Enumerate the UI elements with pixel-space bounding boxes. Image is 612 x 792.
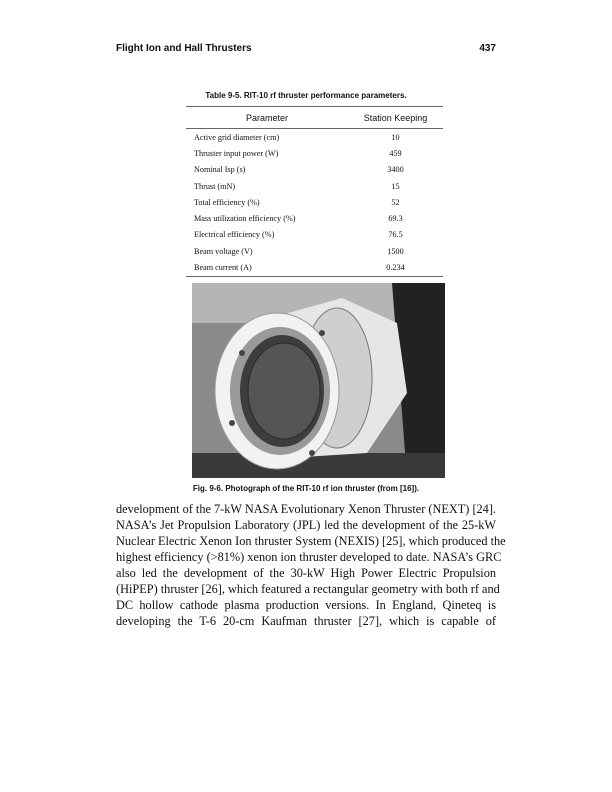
- table-row: [186, 243, 443, 259]
- value-cell: 0.234: [348, 259, 443, 276]
- text-line: development of the 7-kW NASA Evolutionary Xenon Thruster (NEXT) [24].: [116, 502, 496, 516]
- value-cell: 15: [391, 181, 400, 191]
- value-cell: 76.5: [388, 230, 403, 240]
- value-cell: 459: [389, 148, 402, 158]
- value-cell: 10: [391, 132, 400, 142]
- column-header: Station Keeping: [348, 107, 443, 129]
- parameter-cell: Active grid diameter (cm): [194, 132, 280, 142]
- table-row: [186, 129, 443, 146]
- text-line: also led the development of the 30-kW High Power Electric Propulsion: [116, 566, 496, 580]
- parameter-cell: Electrical efficiency (%): [194, 230, 275, 240]
- parameter-cell: Total efficiency (%): [194, 197, 260, 207]
- parameter-cell: Mass utilization efficiency (%): [194, 214, 296, 224]
- running-header: Flight Ion and Hall Thrusters: [116, 43, 252, 54]
- table-row: [186, 210, 443, 226]
- thruster-photo: [192, 283, 445, 478]
- page-number: 437: [479, 43, 496, 54]
- table-row: [186, 178, 443, 194]
- table-row: [186, 194, 443, 210]
- value-cell: 3400: [387, 165, 404, 175]
- parameter-cell: Thruster input power (W): [194, 148, 279, 158]
- table-row: [186, 259, 443, 276]
- parameter-cell: Beam current (A): [186, 259, 348, 276]
- value-cell: 69.3: [388, 214, 403, 224]
- text-line: (HiPEP) thruster [26], which featured a rectangular geometry with both rf and: [116, 582, 500, 596]
- body-paragraph: [116, 501, 506, 629]
- value-cell: 52: [391, 197, 400, 207]
- text-line: developing the T-6 20-cm Kaufman thruster [27], which is capable of: [116, 614, 496, 628]
- text-line: Nuclear Electric Xenon Ion thruster System (NEXIS) [25], which produced the: [116, 534, 506, 548]
- table-row: [186, 227, 443, 243]
- parameter-cell: Beam voltage (V): [194, 246, 253, 256]
- parameter-cell: Nominal Isp (s): [194, 165, 246, 175]
- table-caption: Table 9-5. RIT-10 rf thruster performance parameters.: [205, 91, 407, 100]
- parameter-cell: Thrust (mN): [194, 181, 236, 191]
- value-cell: 1500: [387, 246, 404, 256]
- text-line: highest efficiency (>81%) xenon ion thruster developed to date. NASA’s GRC: [116, 550, 502, 564]
- table-row: [186, 145, 443, 161]
- text-line: DC hollow cathode plasma production versions. In England, Qineteq is: [116, 598, 496, 612]
- performance-table: [186, 106, 443, 277]
- column-header: Parameter: [186, 107, 348, 129]
- text-line: NASA’s Jet Propulsion Laboratory (JPL) led the development of the 25-kW: [116, 518, 496, 532]
- figure-caption: Fig. 9-6. Photograph of the RIT-10 rf ion thruster (from [16]).: [192, 484, 420, 493]
- table-row: [186, 162, 443, 178]
